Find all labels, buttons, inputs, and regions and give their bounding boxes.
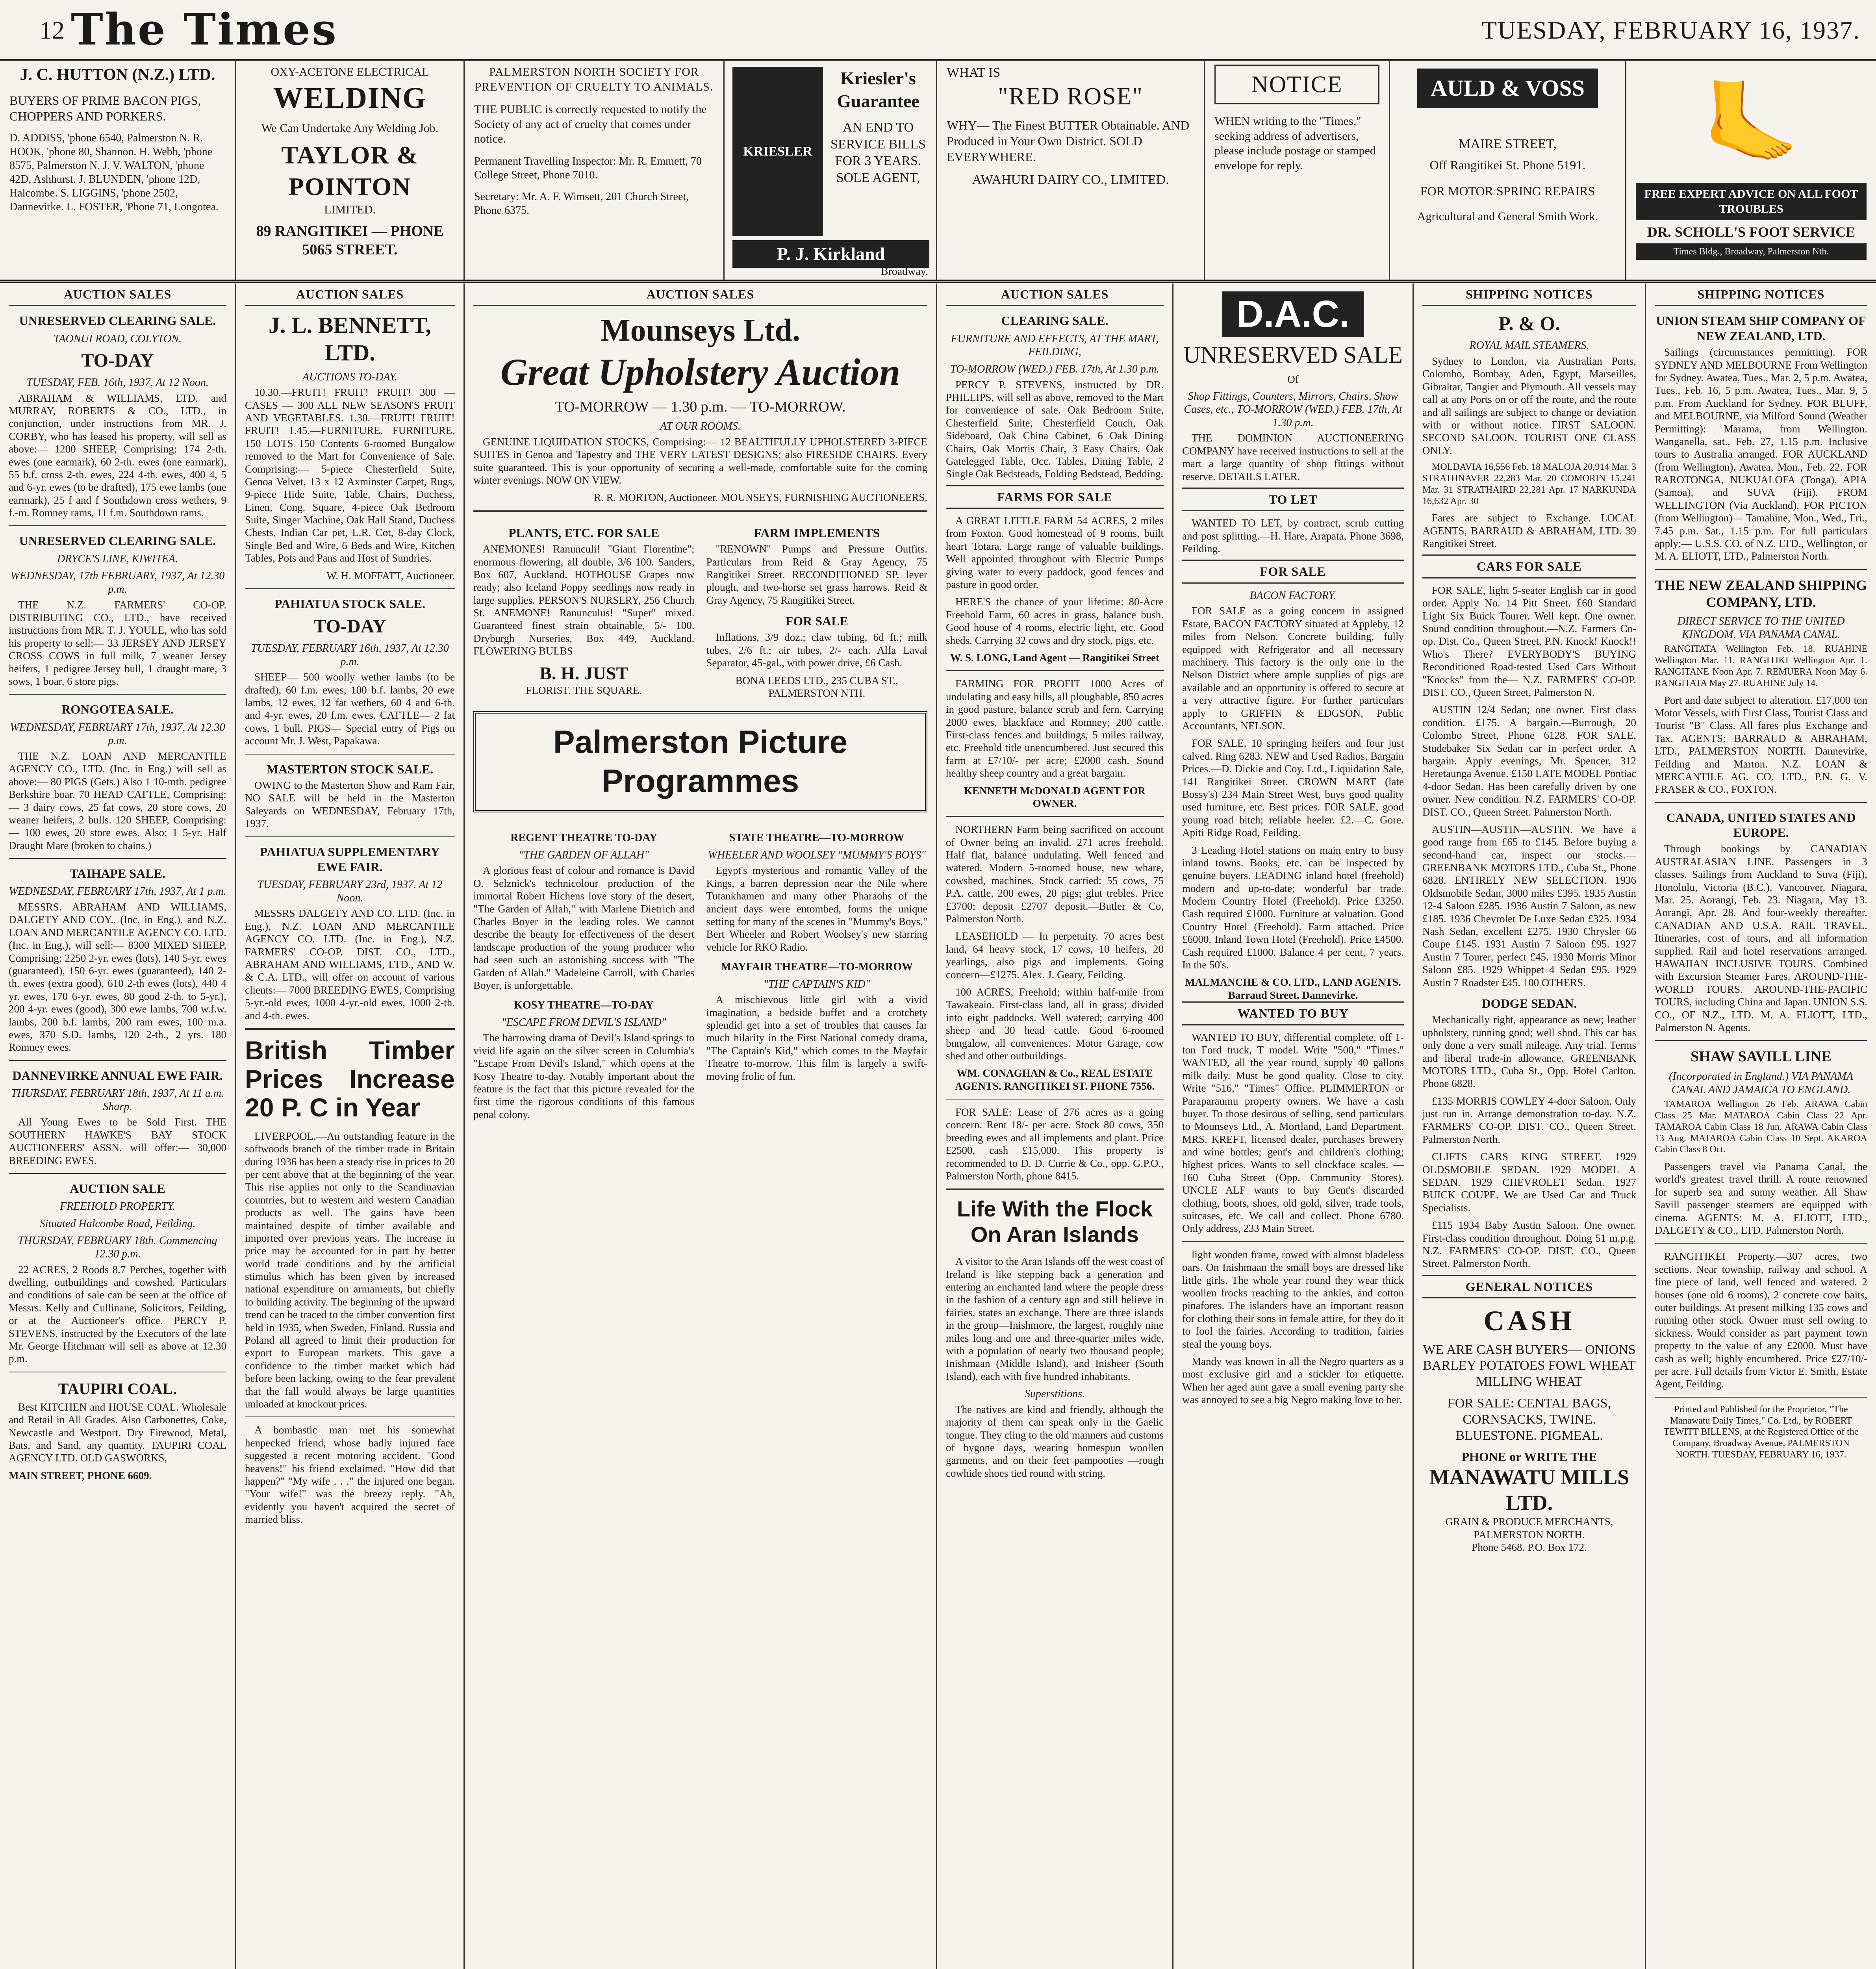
plants-body: ANEMONES! Ranunculi! "Giant Florentine"; enormous flowering, all double, 3/6 100. Sanders, Box 607, Auckland. HOTHOUSE Grapes now ready; also Iceland Poppy seedlings now ready in large supplies. PERSON'S NURSERY, 256 Church St. ANEMONE! Ranunculus! "Super" mixed. Guaranteed finest strain obtainable, 5/- 100. Dryburgh Nurseries, Box 449, Auckland. FLOWERING BULBS <box>473 543 695 657</box>
po-body-2: Fares are subject to Exchange. LOCAL AGENTS, BARRAUD & ABRAHAM, LTD. 39 Rangitikei Street. <box>1422 512 1636 550</box>
welding-line2: We Can Undertake Any Welding Job. <box>261 121 439 135</box>
timber-story: LIVERPOOL.—An outstanding feature in the softwoods branch of the timber trade in Britain during 1936 has been a steady rise in prices to 20 per cent above that at the beginning of the year. This rise applies not only to the Scandinavian countries, but to western and western Canadian products as well. The gains have been maintained despite of timber available and imported over previous years. The increase in price may be accounted for in part by better world trade conditions and by the artificial stimulus which has been given by increased national expenditure on armaments, but chiefly to building activity. The beginning of the upward trend can be traced to the timber convention first held in 1935, when Sweden, Finland, Russia and Poland all agreed to limit their production for export to European markets. This gave a confidence to the timber market which had before been lacking, owing to the fear prevalent that the fall would always be large quantities unloaded at knockout prices. <box>245 1130 455 1410</box>
red-rose-big: "RED ROSE" <box>998 83 1143 110</box>
manawatu-mills: MANAWATU MILLS LTD. <box>1429 1465 1629 1515</box>
section-heading: DANNEVIRKE ANNUAL EWE FAIR. <box>12 1068 223 1083</box>
manawatu-sub: GRAIN & PRODUCE MERCHANTS, PALMERSTON NORTH. <box>1445 1516 1613 1541</box>
welding-line1: OXY-ACETONE ELECTRICAL <box>271 65 429 78</box>
sale-date: WEDNESDAY, 17th FEBRUARY, 1937, At 12.30 p.m. <box>10 570 225 596</box>
today-heading: TO-DAY <box>313 616 386 637</box>
dac-of: Of <box>1287 373 1299 386</box>
canada-body: Through bookings by CANADIAN AUSTRALASIAN LINE. Passengers in 3 classes. Sailings from Auckland to Suva (Fiji), Honolulu, Victoria (B.C.), Vancouver. Niagara, Mar. 25. Aorangi, Feb. 23. Niagara, May 13. Aorangi, Apr. 28. And four-weekly thereafter. CANADIAN AND U.S.A. RAIL TRAVEL. Itineraries, cost of tours, and all information supplied. Rail and hotel reservations arranged. HAWAIIAN INCLUSIVE TOURS. Combined with Excursion Steamer Fares. AROUND-THE-WORLD TOURS. AROUND-THE-PACIFIC TOURS, including China and Japan. UNION S.S. CO., OF N.Z., LTD. M. A. ELIOTT, LTD., Palmerston N. Agents. <box>1655 843 1867 1033</box>
section-heading: MASTERTON STOCK SALE. <box>266 762 434 776</box>
nz-shipping-ships: RANGITATA Wellington Feb. 18. RUAHINE Wellington Mar. 11. RANGITIKI Wellington Apr. 1. RANGITANE Noon Apr. 7. REMUERA Noon May 6. RANGITATA May 27. RUAHINE July 14. <box>1655 644 1867 688</box>
mandy-story: Mandy was known in all the Negro quarters as a most exclusive girl and a stickler for etiquette. When her aged aunt gave a small evening party she was annoyed to see a big Negro making love to her. <box>1182 1355 1404 1406</box>
wanted-heading: WANTED TO BUY <box>1182 1001 1404 1025</box>
sale-date: TUESDAY, FEBRUARY 23rd, 1937. At 12 Noon. <box>257 879 443 904</box>
rangitikei-property: RANGITIKEI Property.—307 acres, two sections. Near township, railway and school. A fine piece of land, well fenced and watered. 2 houses (one old 6 rooms), 2 concrete cow baits, outer buildings. At present milking 135 cows and running other stock. Owner must sell owing to sickness. Would consider as part payment town property to the value of any £2000. Must have cash as well; highly encumbered. Price £27/10/- per acre. Full details from Victor E. Smith, Estate Agent, Feilding. <box>1655 1250 1867 1390</box>
cars-body-2: AUSTIN 12/4 Sedan; one owner. First class condition. £175. A bargain.—Burrough, 20 Colombo Street, Phone 6128. FOR SALE, Studebaker Six Sedan car in perfect order. A bargain. Apply evenings, Mr. Spencer, 312 Heretaunga Avenue. £150 LATE MODEL Pontiac 4-door Sedan. Has been carefully driven by one owner. New condition. N.Z. FARMERS' CO-OP. DIST. CO., Queen Street. Palmerston North. <box>1422 704 1636 818</box>
hotels-listing: 3 Leading Hotel stations on main entry to busy inland towns. Books, etc. can be inspected by genuine buyers. LEADING inland hotel (freehold) modern and up-to-date; wonderful bar trade. Modern Country Hotel (Freehold). Price £3250. Cash required £1000. Furniture at valuation. Good Country Hotel (Freehold). Farm attached. Price £6000. Inland Town Hotel (Freehold). Price £4500. Cash required £1000. Balance 4 per cent, 7 years. In the 50's. <box>1182 844 1404 971</box>
kriesler-radio-image: KRIESLER <box>732 67 823 236</box>
spca-secretary: Secretary: Mr. A. F. Wimsett, 201 Church Street, Phone 6375. <box>474 190 689 217</box>
regent-body: A glorious feast of colour and romance is David O. Selznick's technicolour production of the immortal Robert Hichens love story of the desert, "The Garden of Allah," with Marlene Dietrich and Charles Boyer in the leading roles. We cannot describe the beauty for effectiveness of the desert landscape production of the young producer who had seen such an astonishing success with "The Garden of Allah." Madeleine Carroll, with Charles Boyer, is unforgettable. <box>473 864 695 991</box>
section-heading: PAHIATUA STOCK SALE. <box>274 597 426 611</box>
sale-body: SHEEP— 500 woolly wether lambs (to be drafted), 60 f.m. ewes, 100 b.f. lambs, 20 ewe lambs, 12 ewes, 12 fat wethers, 60 4 and 6-th. and 4-yr. ewes, 20 f.m. ewes. CATTLE— 2 fat cows, 1 bull. PIGS— Special entry of Pigs on account Mr. J. West, Papakawa. <box>245 671 455 747</box>
section-heading: TAUPIRI COAL. <box>58 1379 177 1398</box>
to-let-heading: TO LET <box>1182 488 1404 511</box>
union-title: UNION STEAM SHIP COMPANY OF NEW ZEALAND, LTD. <box>1656 313 1866 343</box>
sale-place: DRYCE'S LINE, KIWITEA. <box>57 553 178 565</box>
agent-sign: W. S. LONG, Land Agent — Rangitikei Street <box>950 651 1160 664</box>
welding-big: WELDING <box>273 81 427 115</box>
column-head: AUCTION SALES <box>946 284 1164 306</box>
spca-body: THE PUBLIC is correctly requested to notify the Society of any act of cruelty that comes under notice. <box>474 103 707 145</box>
po-title: P. & O. <box>1498 312 1560 335</box>
page-columns <box>0 284 1876 1969</box>
for-sale-heading: FOR SALE <box>1182 560 1404 583</box>
morris-ad: £135 MORRIS COWLEY 4-door Saloon. Only just run in. Arrange demonstration to-day. N.Z. FARMERS' CO-OP. DIST. CO., Queen Street. Palmerston North. <box>1422 1095 1636 1145</box>
farm-listing: 100 ACRES, Freehold; within half-mile from Tawakeaio. First-class land, all in grass; divided into eight paddocks. Well watered; carrying 400 sheep and 30 head cattle. Good 6-roomed bungalow, all conveniences. Motor Garage, cow shed and other outbuildings. <box>946 986 1164 1062</box>
column-dac-wanted <box>1173 284 1414 1969</box>
state-film: WHEELER AND WOOLSEY "MUMMY'S BOYS" <box>708 849 926 861</box>
regent-heading: REGENT THEATRE TO-DAY <box>510 832 658 844</box>
farm-listing: NORTHERN Farm being sacrificed on account of Owner being an invalid. 271 acres freehold. Half flat, balance undulating. Well fenced and watered. Modern 5-roomed house, new whare, cowshed, machines. Stock carried: 55 cows, 75 P.A. cattle, 200 ewes, 20 pigs; glut trebles. Price £3700; deposit £2707 deposit.—Butler & Co, Palmerston North. <box>946 823 1164 925</box>
farm-listing: HERE'S the chance of your lifetime: 80-Acre Freehold Farm, 60 acres in grass, balance bush. Good house of 4 rooms, electric light, etc. Good sheds. Carrying 32 cows and dry stock, pigs, etc. <box>946 596 1164 646</box>
shaw-body: Passengers travel via Panama Canal, the world's greatest travel thrill. A route renowned for superb sea and sunny weather. All Shaw Savill passenger steamers are equipped with cinema. AGENTS: M. A. ELIOTT, LTD., DALGETY & CO., LTD. Palmerston North. <box>1655 1161 1867 1237</box>
sale-place: Situated Halcombe Road, Feilding. <box>39 1217 196 1230</box>
column-auction-pictures <box>465 284 937 1969</box>
column-auction-sales-2 <box>236 284 465 1969</box>
po-body: Sydney to London, via Australian Ports, Colombo, Bombay, Aden, Egypt, Marseilles, Gibraltar, Tangier and Plymouth. All vessels may call at any Ports on or off the route, and the route and all sailings are subject to change or deviation with or without notice. FIRST SALOON. SECOND SALOON. TOURIST ONE CLASS ONLY. <box>1422 355 1636 456</box>
ad-auld-voss <box>1390 59 1626 280</box>
section-heading: PAHIATUA SUPPLEMENTARY EWE FAIR. <box>260 844 440 874</box>
sale-body: All Young Ewes to be Sold First. THE SOUTHERN HAWKE'S BAY STOCK AUCTIONEERS' ASSN. will offer:— 30,000 BREEDING EWES. <box>9 1116 226 1166</box>
column-auction-farms <box>937 284 1173 1969</box>
section-heading: CLEARING SALE. <box>1001 313 1109 328</box>
sale-body: Best KITCHEN and HOUSE COAL. Wholesale and Retail in All Grades. Also Carbonettes, Coke, Newcastle and Westport. Dry Firewood, Metal, Bats, and Sand, any quantity. TAUPIRI COAL AGENCY LTD. OLD GASWORKS, <box>9 1401 226 1464</box>
sale-date: TUESDAY, FEBRUARY 16th, 1937, At 12.30 p.m. <box>251 642 449 668</box>
hutton-name: J. C. HUTTON (N.Z.) LTD. <box>20 66 215 84</box>
superstitions-body: The natives are kind and friendly, although the majority of them can speak only in the Gaelic tongue. They cling to the old manners and customs of bygone days, wearing homespun woollen garments, and on their feet pampooties —rough cowhide shoes tied round with string. <box>946 1403 1164 1479</box>
section-heading: RONGOTEA SALE. <box>61 702 174 717</box>
ad-notice <box>1205 59 1390 280</box>
kosy-heading: KOSY THEATRE—TO-DAY <box>514 999 654 1012</box>
sale-body: PERCY P. STEVENS, instructed by DR. PHILLIPS, will sell as above, removed to the Mart for convenience of sale. Oak Bedroom Suite, Chesterfield Suite, Chesterfield Couch, Oak Sideboard, Oak China Cabinet, 6 Oak Dining Chairs, Oak Morris Chair, 3 Easy Chairs, Oak Gatelegged Table, Occ. Tables, Dining Table, 2 Single Oak Bedsteads, Folding Bedstead, Bedding. <box>946 378 1164 480</box>
bennett-title: J. L. BENNETT, LTD. <box>268 312 432 365</box>
column-auction-sales-1 <box>0 284 236 1969</box>
cars-body: FOR SALE, light 5-seater English car in good order. Apply No. 14 Pitt Street. £60 Standard Light Six Buick Tourer. Well kept. One owner. Sound condition throughout.—N.Z. Farmers Co-op. Dist. Co., Queen Street, P.N. Knock! Knock!! Who's There? EVERYBODY'S BUYING Reconditioned Road-tested Used Cars Without "Knocks" from the— N.Z. FARMERS' CO-OP. DIST. CO., Queen Street, Palmerston N. <box>1422 584 1636 698</box>
column-head: AUCTION SALES <box>9 284 226 306</box>
sale-body: THE N.Z. LOAN AND MERCANTILE AGENCY CO., LTD. (Inc. in Eng.) will sell as above:— 80 PIGS (Gets.) Also 1 10-mth. pedigree Berkshire boar. 70 HEAD CATTLE, Comprising:— 3 dairy cows, 25 fat cows, 20 store cows, 20 weaner heifers, 2 bulls. 120 SHEEP, Comprising:— 100 ewes, 20 store ewes. Also: 1 5-yr. Half Draught Mare (broken to chains.) <box>9 750 226 851</box>
aran-story: A visitor to the Aran Islands off the west coast of Ireland is like stepping back a generation and entering an enchanted land where the people dress in the fashion of a century ago and still believe in fairies, states an exchange. There are three islands in the group—Inishmore, the largest, roughly nine miles long and one and three-quarter miles wide, with a population of nearly two thousand people; Inishmaan (Middle Island), and Inisheer (South Island), each with five hundred inhabitants. <box>946 1255 1164 1382</box>
bona-leeds: BONA LEEDS LTD., 235 CUBA ST., PALMERSTON NTH. <box>735 674 898 699</box>
auld-voss-line1: FOR MOTOR SPRING REPAIRS <box>1420 184 1595 198</box>
shaw-title: SHAW SAVILL LINE <box>1691 1048 1832 1065</box>
sale-body: THE N.Z. FARMERS' CO-OP. DISTRIBUTING CO., LTD., have received instructions from MR. T. J. YOULE, who has sold his property to sell:— 33 JERSEY AND JERSEY CROSS COWS in full milk, 7 weaner Jersey heifers, 1 pedigree Jersey bull, 1 draught mare, 3 sows, 1 boar, 6 store pigs. <box>9 599 226 687</box>
mounseys-title: Mounseys Ltd. <box>601 313 800 348</box>
spca-inspector: Permanent Travelling Inspector: Mr. R. Emmett, 70 College Street, Phone 7010. <box>474 155 702 181</box>
auld-voss-logo: AULD & VOSS <box>1417 69 1598 108</box>
sale-body: 22 ACRES, 2 Roods 8.7 Perches, together with dwelling, outbuildings and cowshed. Particulars and conditions of sale can be seen at the office of Messrs. Kelly and Cullinane, Solicitors, Feilding, or at the Auctioneer's office. PERCY P. STEVENS, instructed by the Executors of the late Mr. George Hitchman will sell as above at 12.30 p.m. <box>9 1263 226 1365</box>
farm-listing: FARMING FOR PROFIT 1000 Acres of undulating and easy hills, all ploughable, 850 acres in good pasture, balance scrub and fern. Carrying 2000 ewes, blackface and Romney; 200 cattle. First-class fences and buildings, 5 miles railway, etc. Freehold title unencumbered. Just secured this farm at £7/10/- per acre; £2000 cash. Sound healthy sheep country and a great bargain. <box>946 678 1164 779</box>
mounseys-big: Great Upholstery Auction <box>500 351 901 393</box>
farm-heading: FARM IMPLEMENTS <box>754 525 880 540</box>
state-body: Egypt's mysterious and romantic Valley of the Kings, a barren depression near the Nile where Tutankhamen and many other Pharaohs of the ancient days were entombed, forms the unique setting for many of the scenes in "Mummy's Boys," Bert Wheeler and Robert Woolsey's new starring vehicle for RKO Radio. <box>706 864 927 953</box>
mounseys-sign: R. R. MORTON, Auctioneer. MOUNSEYS, FURNISHING AUCTIONEERS. <box>594 491 927 504</box>
column-shipping-notices <box>1646 284 1876 1969</box>
phone-write: PHONE or WRITE THE <box>1461 1450 1597 1464</box>
shaw-ships: TAMAROA Wellington 26 Feb. ARAWA Cabin Class 25 Mar. MATAROA Cabin Class 22 Apr. TAMAROA Cabin Class 18 Jun. ARAWA Cabin Class 13 Aug. MATAROA Cabin Class 10 Sept. AKAROA Cabin Class 8 Oct. <box>1655 1099 1867 1155</box>
auld-voss-address: Off Rangitikei St. Phone 5191. <box>1429 158 1586 172</box>
issue-date: TUESDAY, FEBRUARY 16, 1937. <box>1481 16 1860 44</box>
dodge-heading: DODGE SEDAN. <box>1481 996 1577 1010</box>
plants-heading: PLANTS, ETC. FOR SALE <box>508 525 660 540</box>
ad-hutton <box>0 59 236 280</box>
bennett-sign: W. H. MOFFATT, Auctioneer. <box>326 569 455 582</box>
joke-story: A bombastic man met his somewhat henpecked friend, whose badly injured face suggested a recent motoring accident. "Good heavens!" his friend exclaimed. "How did that happen?" "My wife . . ." the injured one began. "Your wife!" was the breezy reply. "Ah, evidently you haven't acquired the secret of married bliss. <box>245 1424 455 1526</box>
masthead <box>0 0 1876 61</box>
for-sale-heading: FOR SALE <box>785 614 848 629</box>
page-number: 12 <box>39 16 65 44</box>
notice-title: NOTICE <box>1214 65 1379 104</box>
agent-sign: KENNETH McDONALD AGENT FOR OWNER. <box>964 784 1146 809</box>
spca-title: PALMERSTON NORTH SOCIETY FOR PREVENTION OF CRUELTY TO ANIMALS. <box>475 65 714 93</box>
bennett-body: 10.30.—FRUIT! FRUIT! FRUIT! 300 — CASES — 300 ALL NEW SEASON'S FRUIT AND VEGETABLES. 1.30.—FRUIT! FRUIT! FRUIT! 1.45.—FURNITURE. FURNITURE. 150 LOTS 150 Contents 6-roomed Bungalow removed to the Mart for Convenience of Sale. Comprising:— 5-piece Chesterfield Suite, Genoa Velvet, 13 x 12 Axminster Carpet, Rugs, 9-piece Hide Suite, Table, Chairs, Duchess, Linen, Cong. Square, 4-piece Oak Bedroom Suite, Singer Machine, Oak Hall Stand, Duchess Chests, Indian Car pet, L.R. Cot, 8-day Clock, Single Bed and Wire, 6 Beds and Wire, Kitchen Tables, Pots and Pans and Host of Sundries. <box>245 386 455 564</box>
newspaper-title: The Times <box>71 4 338 55</box>
foot-icon: 🦶 <box>1702 80 1800 167</box>
shaw-sub: (Incorporated in England.) VIA PANAMA CANAL AND JAMAICA TO ENGLAND. <box>1669 1070 1853 1096</box>
section-heading: AUCTION SALE <box>70 1181 165 1196</box>
canada-title: CANADA, UNITED STATES AND EUROPE. <box>1666 810 1856 840</box>
ad-welding <box>236 59 465 280</box>
sale-body: MESSRS DALGETY AND CO. LTD. (Inc. in Eng.), N.Z. LOAN AND MERCANTILE AGENCY CO. LTD. (Inc. in Eng.), N.Z. FARMERS' CO-OP. DIST. CO., LTD., ABRAHAM AND WILLIAMS, LTD., AND W. & C.A. LTD., will offer on account of various clients:— 7000 BREEDING EWES, Comprising 5-yr.-old ewes, 1000 4-yr.-old ewes, 1000 2-th. and 4-th. ewes. <box>245 907 455 1022</box>
farm-listing: LEASEHOLD — In perpetuity. 70 acres best land, 64 heavy stock, 17 cows, 10 heifers, 20 yearlings, also pigs and implements. Going concern—£1275. Alex. J. Geary, Feilding. <box>946 930 1164 981</box>
kriesler-street: Broadway. <box>881 265 928 278</box>
wanted-body: WANTED TO BUY, differential complete, off 1-ton Ford truck, T model. Write "500," "Times." WANTED, all the year round, supply 40 gallons milk daily. Must be good quality. Close to city. Write "516," "Times" Office. PLIMMERTON or Paraparaumu property owners. We have a cash buyer. To those desirous of selling, send particulars to Mounseys Ltd., A. Mortland, Land Department. MRS. KREFT, licensed dealer, purchases brewery and wine bottles; gent's and children's clothing; highest prices. Wants to sell clockface scales. —160 Cuba Street (Opp. Community Stores). UNCLE ALF wants to buy Gent's discarded clothing, boots, shoes, old gold, silver, trade tools, suitcases, etc. We call and collect. Phone 6780. Only address, 233 Main Street. <box>1182 1031 1404 1235</box>
hutton-agents: D. ADDISS, 'phone 6540, Palmerston N. R. HOOK, 'phone 80, Shannon. H. Webb, 'phone 8575, Palmerston N. J. V. WALTON, 'phone 42D, Ashhurst. J. BLUNDEN, 'phone 12D, Halcombe. S. LIGGINS, 'phone 2502, Dannevirke. L. FOSTER, 'Phone 71, Longotea. <box>9 132 219 213</box>
column-head: SHIPPING NOTICES <box>1655 284 1867 306</box>
sale-date: TO-MORROW (WED.) FEB. 17th, At 1.30 p.m. <box>950 363 1159 375</box>
cash-body: WE ARE CASH BUYERS— ONIONS BARLEY POTATOES FOWL WHEAT MILLING WHEAT <box>1423 1342 1636 1389</box>
welding-address: 89 RANGITIKEI — PHONE 5065 STREET. <box>256 222 444 258</box>
cars-heading: CARS FOR SALE <box>1422 554 1636 578</box>
scholl-line3: Times Bldg., Broadway, Palmerston Nth. <box>1636 243 1867 260</box>
ad-red-rose <box>937 59 1205 280</box>
top-ads-row <box>0 59 1876 283</box>
ad-spca <box>465 59 725 280</box>
farm-listing: A GREAT LITTLE FARM 54 ACRES, 2 miles from Foxton. Good homestead of 9 rooms, built heart Totara. Large range of valuable buildings. Well appointed throughout with Electric Pumps giving water to every paddock, good fences and pasture in good order. <box>946 515 1164 591</box>
sale-date: WEDNESDAY, FEBRUARY 17th, 1937, At 1 p.m. <box>9 885 226 898</box>
for-sale-body: Inflations, 3/9 doz.; claw tubing, 6d ft.; milk tubes, 2/6 ft.; air tubes, 2/- each. Alfa Laval Separator, 45-gal., with power drive, £6 Cash. <box>706 631 927 669</box>
today-heading: TO-DAY <box>81 350 154 371</box>
austin-list: AUSTIN—AUSTIN—AUSTIN. We have a good range from £65 to £145. Before buying a second-hand car, inspect our stocks.—GREENBANK MOTORS LTD., Cuba St., Phone 6828. ENTIRELY NEW SELECTION. 1936 Oldsmobile Sedan, 3000 miles £395. 1935 Austin 12-4 Saloon £285. 1936 Austin 7 Saloon, as new £185. 1936 Chevrolet De Luxe Sedan £325. 1934 Nash Sedan, excellent £275. 1930 Chrysler 66 Coupe £145. 1931 Austin 7 Saloon £95. 1927 Austin 7 Tourer, perfect £45. 1930 Morris Minor Saloon £85. 1929 Whippet 4 Sedan £95. 1929 Austin 7 Roadster £45. 100 OTHERS. <box>1422 823 1636 988</box>
kriesler-agent: P. J. Kirkland <box>732 240 929 268</box>
auld-voss-line2: Agricultural and General Smith Work. <box>1417 210 1598 223</box>
aran-story-continued: light wooden frame, rowed with almost bladeless oars. On Inishmaan the small boys are dressed like little girls. The whole year round they wear thick woollen frocks reaching to the ankles, and cotton pinafores. The islanders have an important reason for clothing their sons in female attire, for they do it to fool the fairies. According to tradition, fairies steal the young boys. <box>1182 1248 1404 1350</box>
printer-imprint: Printed and Published for the Proprietor, "The Manawatu Daily Times," Co. Ltd., by ROBERT TEWITT BILLENS, at the Registered Office of the Company, Broadway Avenue, PALMERSTON NORTH. TUESDAY, FEBRUARY 16, 1937. <box>1663 1404 1859 1460</box>
baby-austin-ad: £115 1934 Baby Austin Saloon. One owner. First-class condition throughout. Doing 51 m.p.g. N.Z. FARMERS' CO-OP. DIST. CO., Queen Street. Palmerston North. <box>1422 1219 1636 1270</box>
section-heading: UNRESERVED CLEARING SALE. <box>19 534 216 548</box>
sale-body: ABRAHAM & WILLIAMS, LTD. and MURRAY, ROBERTS & CO., LTD., in conjunction, under instructions from MR. J. CORBY, who has leased his property, will sell as above:— 1200 SHEEP, Comprising: 174 2-th. ewes (one earmark), 60 2-th. ewes (one earmark), 55 b.f. cross 2-th. ewes, 224 4-th. ewes, 400 4, 5 and 6-yr. ewes (to be drafted), 175 ewe lambs (one earmark), 25 f and f Southdown cross wethers, 9 f.-m. Romney rams, 11 f.m. Southdown rams. <box>9 392 226 519</box>
welding-limited: LIMITED. <box>324 203 376 216</box>
scholl-line2: DR. SCHOLL'S FOOT SERVICE <box>1647 224 1856 240</box>
mounseys-place: AT OUR ROOMS. <box>660 420 741 433</box>
bennett-sub: AUCTIONS TO-DAY. <box>302 371 398 383</box>
section-heading: TAIHAPE SALE. <box>69 866 165 881</box>
nz-shipping-body: Port and date subject to alteration. £17,000 ton Motor Vessels, with First Class, Tourist Class and Tourist "B" Class. All fares plus Exchange and Tax. AGENTS: BARRAUD & ABRAHAM, LTD., PALMERSTON NORTH. Dannevirke, Feilding and Marton. N.Z. LOAN & MERCANTILE AG. CO. LTD., P.N. G. V. FRASER & CO., FOXTON. <box>1655 694 1867 795</box>
dac-title: UNRESERVED SALE <box>1183 342 1403 368</box>
mounseys-time: TO-MORROW — 1.30 p.m. — TO-MORROW. <box>555 398 846 415</box>
ad-scholl <box>1626 59 1876 280</box>
mayfair-film: "THE CAPTAIN'S KID" <box>764 978 870 990</box>
manawatu-phone: Phone 5468. P.O. Box 172. <box>1472 1541 1587 1554</box>
mayfair-heading: MAYFAIR THEATRE—TO-MORROW <box>721 961 913 973</box>
column-head: AUCTION SALES <box>245 284 455 306</box>
sale-date: THURSDAY, FEBRUARY 18th. Commencing 12.30 p.m. <box>18 1235 217 1261</box>
kosy-body: The harrowing drama of Devil's Island springs to vivid life again on the silver screen in Columbia's "Escape From Devil's Island," which opens at the Kosy Theatre to-day. Notably important about the feature is the fact that this picture revealed for the first time the rigorous conditions of this famous penal colony. <box>473 1032 695 1120</box>
cash-heading: CASH <box>1483 1305 1575 1337</box>
farms-heading: FARMS FOR SALE <box>946 485 1164 509</box>
sale-place: TAONUI ROAD, COLYTON. <box>53 332 182 345</box>
red-rose-firm: AWAHURI DAIRY CO., LIMITED. <box>972 172 1169 187</box>
column-shipping-cars <box>1414 284 1646 1969</box>
for-sale-items: FOR SALE, 10 springing heifers and four just calved. Ring 6283. NEW and Used Radios, Bargain Prices.—D. Dickie and Coy. Ltd., Liquidation Sale, 141 Rangitikei Street. CROWN MART (late Bossy's) 234 Main Street West, buys good quality used furniture, etc. Best prices. FOR SALE, good young road bitch; reliable heeler. £2.—C. Gore. Apiti Ridge Road, Feilding. <box>1182 737 1404 839</box>
sale-body: MESSRS. ABRAHAM AND WILLIAMS, DALGETY AND COY., (Inc. in Eng.), and N.Z. LOAN AND MERCANTILE AGENCY CO. LTD. (Inc. in Eng.), will sell:— 8300 MIXED SHEEP, Comprising: 2250 2-yr. ewes (lots), 140 5-yr. ewes (guaranteed), 150 6-yr. ewes (guaranteed), 140 2-th. ewes (extra good), 610 2-th ewes (lots), 440 4 yr. ewes, 170 6-yr. ewes, 80 good 2-th. to 5-yr.), 200 4-yr. ewes (good), 300 ewe lambs, 700 w.f.w. lambs, 200 b.f. lambs, 200 ram ewes, 100 m.a. ewes, 370 S.D. lambs, 120 2-th., 2 yrs. 180 Romney ewes. <box>9 901 226 1053</box>
sale-date: THURSDAY, FEBRUARY 18th, 1937, At 11 a.m. Sharp. <box>11 1087 224 1113</box>
sale-body: OWING to the Masterton Show and Ram Fair, NO SALE will be held in the Masterton Saleyards on WEDNESDAY, February 17th, 1937. <box>245 779 455 830</box>
po-sub: ROYAL MAIL STEAMERS. <box>1469 339 1589 352</box>
timber-headline: British Timber Prices Increase 20 P. C in Year <box>245 1035 455 1122</box>
dac-body: THE DOMINION AUCTIONEERING COMPANY have received instructions to sell at the mart a large quantity of shop fittings without reserve. DETAILS LATER. <box>1182 432 1404 482</box>
state-heading: STATE THEATRE—TO-MORROW <box>729 832 905 844</box>
aran-headline: Life With the Flock On Aran Islands <box>957 1196 1153 1247</box>
nz-shipping-sub: DIRECT SERVICE TO THE UNITED KINGDOM, VIA PANAMA CANAL. <box>1677 615 1845 641</box>
red-rose-line1: WHAT IS <box>947 65 1001 80</box>
notice-body: WHEN writing to the "Times," seeking address of advertisers, please include postage or stamped envelope for reply. <box>1214 115 1376 172</box>
farm-body: "RENOWN" Pumps and Pressure Outfits. Particulars from Reid & Gray Agency, 75 Rangitikei Street. RECONDITIONED SP. lever plough, and two-horse set grass harrows. Reid & Gray Agency, 75 Rangitikei Street. <box>706 543 927 606</box>
mounseys-body: GENUINE LIQUIDATION STOCKS, Comprising:— 12 BEAUTIFULLY UPHOLSTERED 3-PIECE SUITES in Genoa and Tapestry and THE VERY LATEST DESIGNS; also FIRESIDE CHAIRS. Every suite guaranteed. This is your opportunity of securing a well-made, comfortable suite for the coming winter evenings. NOW ON VIEW. <box>473 436 927 486</box>
scholl-line1: FREE EXPERT ADVICE ON ALL FOOT TROUBLES <box>1636 183 1867 220</box>
section-heading: UNRESERVED CLEARING SALE. <box>19 313 216 328</box>
auld-voss-street: MAIRE STREET, <box>1459 136 1557 151</box>
cash-sale: FOR SALE: CENTAL BAGS, CORNSACKS, TWINE. BLUESTONE. PIGMEAL. <box>1447 1396 1611 1443</box>
superstitions-heading: Superstitions. <box>1024 1388 1085 1400</box>
column-head: AUCTION SALES <box>473 284 927 306</box>
coal-footer: MAIN STREET, PHONE 6609. <box>9 1469 152 1481</box>
clifts-ad: CLIFTS CARS KING STREET. 1929 OLDSMOBILE SEDAN. 1929 MODEL A SEDAN. 1929 CHEVROLET Sedan. 1927 BUICK COUPE. We are Used Car and Truck Specialists. <box>1422 1151 1636 1214</box>
kriesler-body: AN END TO SERVICE BILLS FOR 3 YEARS. SOLE AGENT, <box>830 120 926 185</box>
column-head: SHIPPING NOTICES <box>1422 284 1636 306</box>
malmanche-sign: MALMANCHE & CO. LTD., LAND AGENTS. Barraud Street. Dannevirke. <box>1185 976 1401 1001</box>
farm-listing: FOR SALE: Lease of 276 acres as a going concern. Rent 18/- per acre. Stock 80 cows, 350 breeding ewes and all implements and plant. Price £2500, cash £15,000. This property is recommended to D. D. Currie & Co., opp. G.P.O., Palmerston North, phone 8415. <box>946 1106 1164 1182</box>
nz-shipping-title: THE NEW ZEALAND SHIPPING COMPANY, LTD. <box>1655 577 1867 610</box>
hutton-text: BUYERS OF PRIME BACON PIGS, CHOPPERS AND PORKERS. <box>9 93 201 123</box>
general-heading: GENERAL NOTICES <box>1422 1275 1636 1298</box>
for-sale-sub: BACON FACTORY. <box>1249 589 1337 602</box>
sale-date: WEDNESDAY, FEBRUARY 17th, 1937, At 12.30 p.m. <box>10 721 225 747</box>
kosy-film: "ESCAPE FROM DEVIL'S ISLAND" <box>501 1016 666 1029</box>
red-rose-line2: WHY— The Finest BUTTER Obtainable. AND Produced in Your Own District. SOLD EVERYWHERE. <box>947 118 1190 164</box>
florist: FLORIST. THE SQUARE. <box>526 684 642 696</box>
sale-sub: FURNITURE AND EFFECTS, AT THE MART, FEILDING, <box>951 332 1159 358</box>
dodge-body: Mechanically right, appearance as new; leather upholstery, running good; well shod. This car has only done a very small mileage. Any trial. Terms and liberal trade-in allowance. GREENBANK MOTORS LTD., Cuba St., Opp. Hotel Carlton. Phone 6828. <box>1422 1014 1636 1090</box>
regent-film: "THE GARDEN OF ALLAH" <box>519 849 649 861</box>
sale-date: TUESDAY, FEB. 16th, 1937, At 12 Noon. <box>26 376 209 389</box>
welding-firm: TAYLOR & POINTON <box>281 141 419 200</box>
po-ships: MOLDAVIA 16,556 Feb. 18 MALOJA 20,914 Mar. 3 STRATHNAVER 22,283 Mar. 20 COMORIN 15,241 Mar. 31 STRATHAIRD 22,281 Apr. 17 NARKUNDA 16,632 Apr. 30 <box>1422 462 1636 506</box>
ad-kriesler <box>725 59 937 280</box>
union-body: Sailings (circumstances permitting). FOR SYDNEY AND MELBOURNE From Wellington for Sydney. Awatea, Tues., Mar. 2, 5 p.m. Awatea, Tues., Feb. 16, 5 p.m. Awatea, Tues., Mar. 9, 5 p.m. From Auckland for Sydney. FOR BLUFF, and MELBOURNE, via Milford Sound (Weather Permitting): Marama, from Wellington. Wanganella, sat., Feb. 27, 1.15 p.m. Inclusive tours to Australia arranged. FOR AUCKLAND (from Wellington). Awatea, Mon., Feb. 22. FOR RAROTONGA, NUKUALOFA (Tonga), APIA (Samoa), and SUVA (Fiji). FROM WELLINGTON (Via Auckland). FOR PICTON (from Wellington)— Tamahine, Mon., Wed., Fri., 7.45 p.m. Sat., 1.15 p.m. For full particulars apply:— U.S.S. CO. of N.Z. LTD., Wellington, or M. A. ELIOTT, LTD., Palmerston North. <box>1655 346 1867 562</box>
mayfair-body: A mischievous little girl with a vivid imagination, a bedside buffet and a crotchety splendid get into a set of troubles that causes far much hilarity in the First National comedy drama, "The Captain's Kid," which comes to the Mayfair Theatre to-morrow. This film is largely a swift-moving frolic of fun. <box>706 994 927 1082</box>
dac-sub: Shop Fittings, Counters, Mirrors, Chairs, Show Cases, etc., TO-MORROW (WED.) FEB. 17th, At 1.30 p.m. <box>1184 390 1402 429</box>
kriesler-title: Kriesler's Guarantee <box>837 68 919 111</box>
picture-programmes-banner: Palmerston Picture Programmes <box>473 711 927 812</box>
to-let-body: WANTED TO LET, by contract, scrub cutting and post splitting.—H. Hare, Arapata, Phone 3698, Feilding. <box>1182 517 1404 555</box>
dac-logo: D.A.C. <box>1222 291 1364 337</box>
for-sale-body: FOR SALE as a going concern in assigned Estate, BACON FACTORY situated at Appleby, 12 miles from Nelson. Concrete building, fully equipped with Refrigerator and all necessary machinery. This factory is the only one in the Nelson District where ample supplies of pigs are available and an opportunity is offered to secure at a very attractive figure. For further particulars apply to GRIFFIN & EDGSON, Public Accountants, NELSON. <box>1182 605 1404 732</box>
agent-sign: WM. CONAGHAN & Co., REAL ESTATE AGENTS. RANGITIKEI ST. PHONE 7556. <box>955 1067 1155 1092</box>
sale-sub: FREEHOLD PROPERTY. <box>60 1200 175 1213</box>
bh-just: B. H. JUST <box>539 663 628 683</box>
